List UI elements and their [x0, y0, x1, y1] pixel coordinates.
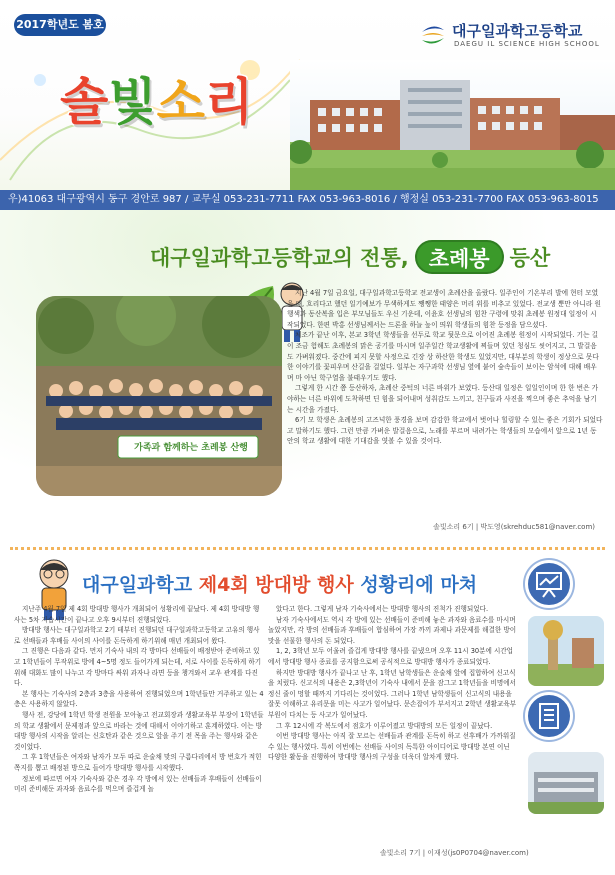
article1-paragraph: 그렇게 한 시간 쯤 등산하자, 초례산 중턱의 너른 바위가 보였다. 등산대 일정은 일일인이며 한 한 번은 가야하는 너른 바위에 도착하면 딘 힘을 되어내며 성취감도 느끼고, 친구들과 사진을 찍으며 좋은 추억을 남기는 시간을 가졌다. — [287, 384, 599, 414]
photo-banner-text: 가족과 함께하는 초례봉 산행 — [134, 443, 248, 453]
article2-paragraph: 그 후 1학년들은 여자와 남자가 모두 따로 운술채 맞의 구름다리에서 방 번호가 적힌 쪽지를 뽑고 배정된 방으로 들어가 방대방 행사를 시작했다. — [14, 753, 262, 772]
article1-paragraph: 지난 4월 7일 금요일, 대구일과학고등학교 전교생이 초례산을 올랐다. 일주인이 기온부리 발에 현터 모였을 때, 흐리다고 했던 일기예보가 무색하게도 쨍쨍한 태양은 머리 위를 비추고 있었다. 전교생 뿐만 아니라 원행색과 동산복을 입은 부모님들도 우신 기운데, 이윤호 선생님의 힘찬 구령에 맞춰 초례봉 원정대 일정이 시작되었다. 한편 박홍 선생님께서는 드론을 하늘 높이 띄워 학생들의 힘찬 등정을 담으셨다. — [287, 289, 601, 329]
group-photo-image — [36, 296, 282, 496]
section-divider — [10, 547, 605, 550]
article2-title — [82, 570, 477, 597]
presentation-board-icon-glyph — [528, 563, 570, 605]
masthead-char: 빛 — [108, 73, 157, 131]
article1-paragraph: 6기 모 학생은 초례봉의 고즈넉한 풍경을 보며 감감한 학교에서 벗어나 힐링할 수 있는 좋은 기회가 되었다고 말하기도 했다. 그런 만큼 가벼운 발걸음으로, 노래를 부르며 내려가는 학생들의 모습에서 앞으로 1년 동안의 학교 생활에 대한 기대감을 엿볼 수 있을 것이다. — [287, 416, 603, 446]
article1-body — [287, 288, 603, 447]
school-logo-icon — [418, 20, 448, 50]
school-name: 대구일과학고등학교 — [452, 22, 583, 40]
article2-paragraph: 았다고 한다. 그렇게 남자 기숙사에서는 방대방 행사의 진척가 진행되었다. — [276, 605, 489, 613]
article1-title-part2: 등산 — [509, 246, 551, 270]
event-photo-2 — [528, 752, 604, 814]
presentation-board-icon — [525, 560, 573, 608]
article2-paragraph: 그 진행은 다음과 같다. 먼저 기숙사 내의 각 방마다 선배들이 배정받아 준비하고 있고 1학년들이 무작위로 방에 4~5명 정도 들어가게 되는데, 서로 사이를 돈독하게 하기 위해 대화도 많이 나누고 각 방마다 싸워 과자나 라면 등을 챙겨와서 교우 관계를 다진다. — [14, 647, 262, 688]
article1-title — [150, 240, 550, 274]
hiking-group-photo — [36, 296, 282, 496]
school-name-english: DAEGU IL SCIENCE HIGH SCHOOL — [454, 40, 600, 48]
event-photo-2-image — [528, 752, 604, 814]
event-photo-1-image — [528, 616, 604, 686]
article2-paragraph: 행사 전, 강당에 1학년 학생 전원을 모아놓고 전교회장과 생활교육부 부장이 1학년들의 학교 생활에서 문제점과 앞으로 바라는 것에 대해서 이야기하고 훈계하였다. 이는 방대방 행사의 시작을 알리는 신호탄과 같은 것으로 앞을 주기 전 목을 주는 행사와 같은 것이었다. — [14, 710, 264, 751]
article2-paragraph: 정보에 따르면 여자 기숙사와 같은 경우 각 방에서 있는 선배들과 후배들이 선배들이 미리 준비해둔 과자와 음료수를 먹으며 즐겁게 놀 — [14, 774, 262, 794]
article2-paragraph: 본 행사는 기숙사의 2층과 3층을 사용하여 진행되었으며 1학년들만 거주하고 있는 4층은 사용하지 않았다. — [14, 689, 264, 709]
article2-paragraph: 그 후 12시에 각 복도에서 점호가 이루어졌고 방대방의 모든 일정이 끝났다. — [276, 721, 493, 730]
newsletter-header — [0, 0, 615, 190]
article2-paragraph: 하지만 방대방 행사가 끝나고 난 후, 1학년 남학생들은 운술채 앞에 집합하여 신고식을 치렀다. 신고식의 내용은 2,3학년이 기숙사 내에서 문을 잠그고 1학년들을 비명에서 정신 줄이 멍할 때까지 기다리는 것이었다. 그러나 1학년 남학생들이 신고식의 내용을 잘못 이해하고 유리문을 미는 사고가 일어났다. 문손잡이가 부서지고 2학년 생활교육부 부원이 다치는 등 사고가 일어났다. — [268, 668, 517, 719]
article1-title-highlight: 초례봉 — [415, 240, 504, 274]
article2-title-part1: 대구일과학고 — [82, 574, 193, 596]
masthead-char: 소 — [156, 73, 205, 131]
article1-title-part1: 대구일과학고등학교의 전통, — [150, 246, 409, 270]
article2-title-part2: 성황리에 마쳐 — [360, 574, 478, 596]
article2-column-2 — [268, 604, 518, 763]
masthead-title — [60, 60, 253, 130]
article2-paragraph: 1, 2, 3학년 모두 어울려 즐겁게 방대방 행사를 끝냈으며 오후 11시 30분에 시간업에서 방대방 행사 종료를 공지함으로써 공식적으로 방대방 행사가 종료되었다. — [268, 647, 514, 666]
article2-title-highlight: 제4회 방대방 행사 — [198, 574, 354, 596]
address-bar: 우)41063 대구광역시 동구 경안로 987 / 교무실 053-231-7711 FAX 053-963-8016 / 행정실 053-231-7700 FAX 053-963-8015 — [0, 190, 615, 210]
article2-column-1 — [14, 604, 264, 795]
article2-signature: 솔빛소리 7기 | 이재성(js0P0704@naver.com) — [380, 849, 529, 857]
article2-paragraph: 지난주 4월 7일 제 4회 방대방 행사가 개최되어 성황리에 끝났다. 제 4회 방대방 행사는 5차 자습시간이 끝나고 오후 9시부터 진행되었다. — [14, 605, 260, 624]
issue-badge: 2017학년도 봄호 — [14, 14, 106, 36]
article2-paragraph: 이번 방대방 행사는 아직 잘 모르는 선배들과 관계를 돈독히 하고 선후배가 가까워질 수 있는 행사였다. 특히 이번에는 선배들 사이의 독특한 아이디어로 방대방 본연 이닌 다양한 활동을 진행하여 방대방 행사의 구성을 더욱더 알차게 했다. — [268, 732, 516, 762]
school-building-photo — [290, 60, 615, 190]
article1-signature: 솔빛소리 6기 | 박도영(skrehduc581@naver.com) — [433, 523, 595, 531]
article1-paragraph: 체조가 끝난 이후, 본교 3학년 학생들을 선두로 학교 뒷문으로 이어진 초례봉 원정이 시작되었다. 기는 길이 조금 험해도 초례봉의 맑은 공기를 마시며 일주일간 학교생활에 찌들며 있던 청심도 씻어지고, 그 발걸음도 가벼워졌다. 중간에 피지 못할 사정으로 긴장 상 하산한 학생도 있었지만, 대부분의 학생이 정상으로 못다한 이야기를 꽃피우며 산길을 걸었다. 일부는 자구과학 선생님 옆에 붙어 숲속들이 보이는 암석에 대해 배우며 마 아닌 학구열을 불태우기도 했다. — [287, 331, 599, 382]
masthead-char: 리 — [204, 73, 254, 131]
masthead-char: 솔 — [60, 73, 109, 131]
event-photo-1 — [528, 616, 604, 686]
document-list-icon-glyph — [528, 695, 570, 737]
document-list-icon — [525, 692, 573, 740]
article2-paragraph: 남자 기숙사에서도 역시 각 방에 있는 선배들이 준비해 놓은 과자와 음료수를 마시며 놀았지만, 각 방의 선배들과 후배들이 합심하여 가장 까끼 과제나 과문제를 해결한 방이 맛을 선물한 행사의 돈 되었다. — [268, 615, 517, 645]
article2-paragraph: 방대방 행사는 대구일과학고 2기 테부터 진행되던 대구일과학고등학교 고유의 행사로 선배들과 후배들 사이의 사이를 돈독하게 하기위해 매년 개최되어 왔다. — [14, 626, 260, 645]
